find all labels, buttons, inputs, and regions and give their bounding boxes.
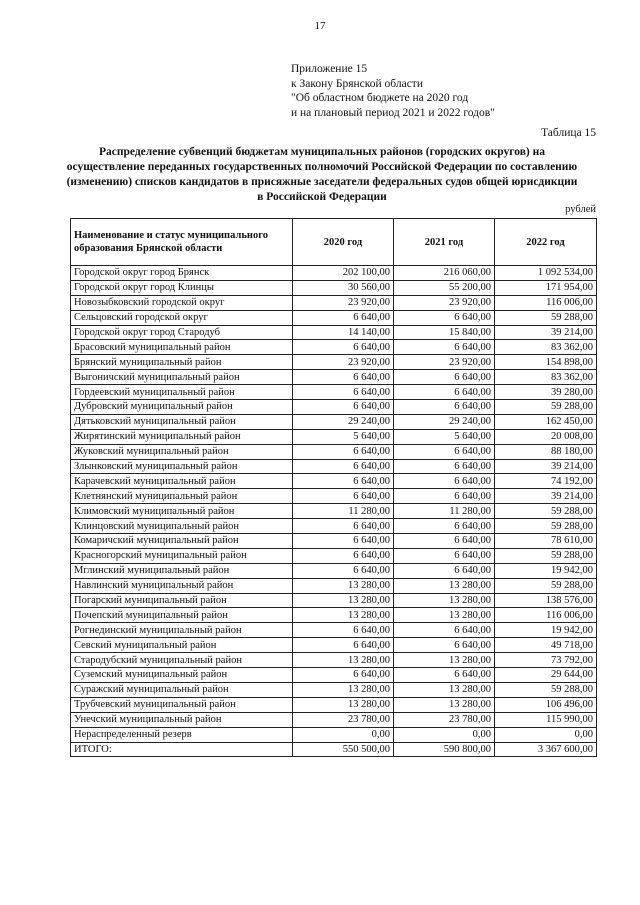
municipality-cell: Комаричский муниципальный район [71, 534, 293, 549]
value-2021-cell: 6 640,00 [394, 548, 495, 563]
municipality-cell: Климовский муниципальный район [71, 504, 293, 519]
municipality-cell: Жирятинский муниципальный район [71, 429, 293, 444]
value-2022-cell: 162 450,00 [495, 414, 597, 429]
municipality-cell: Суземский муниципальный район [71, 668, 293, 683]
value-2020-cell: 6 640,00 [293, 400, 394, 415]
municipality-cell: Гордеевский муниципальный район [71, 385, 293, 400]
municipality-cell: Сельцовский городской округ [71, 310, 293, 325]
value-2022-cell: 59 288,00 [495, 519, 597, 534]
table-row [71, 295, 597, 310]
value-2020-cell: 13 280,00 [293, 578, 394, 593]
value-2020-cell: 23 780,00 [293, 712, 394, 727]
municipality-cell: Нераспределенный резерв [71, 727, 293, 742]
value-2022-cell: 59 288,00 [495, 682, 597, 697]
value-2021-cell: 6 640,00 [394, 310, 495, 325]
municipality-cell: Мглинский муниципальный район [71, 563, 293, 578]
table-row [71, 429, 597, 444]
value-2022-cell: 78 610,00 [495, 534, 597, 549]
value-2020-cell: 6 640,00 [293, 534, 394, 549]
appendix-line: Приложение 15 [291, 63, 368, 75]
value-2022-cell: 19 942,00 [495, 623, 597, 638]
value-2022-cell: 171 954,00 [495, 280, 597, 295]
value-2020-cell: 30 560,00 [293, 280, 394, 295]
title-line: в Российской Федерации [257, 191, 387, 203]
municipality-cell: Жуковский муниципальный район [71, 444, 293, 459]
value-2022-cell: 73 792,00 [495, 653, 597, 668]
value-2021-cell: 55 200,00 [394, 280, 495, 295]
appendix-line: к Закону Брянской области [291, 77, 423, 90]
table-header-row [71, 219, 597, 266]
value-2020-cell: 202 100,00 [293, 266, 394, 281]
title-line: Распределение субвенций бюджетам муниципальных районов (городских округов) на [98, 146, 545, 158]
value-2020-cell: 14 140,00 [293, 325, 394, 340]
value-2021-cell: 6 640,00 [394, 668, 495, 683]
municipality-cell: Погарский муниципальный район [71, 593, 293, 608]
table-row [71, 668, 597, 683]
value-2022-cell: 116 006,00 [495, 608, 597, 623]
value-2020-cell: 6 640,00 [293, 638, 394, 653]
municipality-cell: Городской округ город Клинцы [71, 280, 293, 295]
value-2022-cell: 59 288,00 [495, 400, 597, 415]
value-2021-cell: 6 640,00 [394, 385, 495, 400]
value-2022-cell: 20 008,00 [495, 429, 597, 444]
value-2021-cell: 13 280,00 [394, 682, 495, 697]
value-2021-cell: 29 240,00 [394, 414, 495, 429]
municipality-cell: Красногорский муниципальный район [71, 548, 293, 563]
table-row [71, 563, 597, 578]
value-2022-cell: 29 644,00 [495, 668, 597, 683]
value-2020-cell: 23 920,00 [293, 355, 394, 370]
municipality-cell: Выгоничский муниципальный район [71, 370, 293, 385]
table-body [71, 266, 597, 757]
municipality-cell: Рогнединский муниципальный район [71, 623, 293, 638]
value-2020-cell: 13 280,00 [293, 682, 394, 697]
value-2020-cell: 6 640,00 [293, 563, 394, 578]
budget-table [70, 218, 597, 757]
value-2022-cell: 1 092 534,00 [495, 266, 597, 281]
value-2022-cell: 49 718,00 [495, 638, 597, 653]
value-2021-cell: 23 920,00 [394, 355, 495, 370]
table-row [71, 578, 597, 593]
value-2020-cell: 6 640,00 [293, 444, 394, 459]
currency-unit: рублей [565, 204, 596, 215]
table-row [71, 534, 597, 549]
municipality-cell: Брянский муниципальный район [71, 355, 293, 370]
municipality-cell: Унечский муниципальный район [71, 712, 293, 727]
value-2021-cell: 5 640,00 [394, 429, 495, 444]
value-2020-cell: 6 640,00 [293, 385, 394, 400]
value-2022-cell: 3 367 600,00 [495, 742, 597, 757]
title-line: осуществление переданных государственных полномочий Российской Федерации по составлению [66, 161, 578, 173]
value-2020-cell: 13 280,00 [293, 608, 394, 623]
value-2022-cell: 83 362,00 [495, 370, 597, 385]
value-2021-cell: 6 640,00 [394, 400, 495, 415]
header-2022: 2022 год [495, 219, 597, 266]
table-row [71, 504, 597, 519]
appendix-block [291, 62, 495, 120]
value-2021-cell: 6 640,00 [394, 489, 495, 504]
value-2022-cell: 59 288,00 [495, 504, 597, 519]
value-2021-cell: 6 640,00 [394, 534, 495, 549]
table-row [71, 310, 597, 325]
value-2020-cell: 6 640,00 [293, 474, 394, 489]
value-2021-cell: 13 280,00 [394, 578, 495, 593]
value-2021-cell: 11 280,00 [394, 504, 495, 519]
value-2021-cell: 15 840,00 [394, 325, 495, 340]
municipality-cell: Брасовский муниципальный район [71, 340, 293, 355]
value-2021-cell: 0,00 [394, 727, 495, 742]
value-2021-cell: 13 280,00 [394, 593, 495, 608]
value-2021-cell: 216 060,00 [394, 266, 495, 281]
table-row [71, 712, 597, 727]
value-2022-cell: 39 214,00 [495, 489, 597, 504]
value-2020-cell: 29 240,00 [293, 414, 394, 429]
table-row [71, 682, 597, 697]
value-2020-cell: 6 640,00 [293, 668, 394, 683]
value-2021-cell: 13 280,00 [394, 653, 495, 668]
header-2021: 2021 год [394, 219, 495, 266]
value-2022-cell: 19 942,00 [495, 563, 597, 578]
municipality-cell: Карачевский муниципальный район [71, 474, 293, 489]
municipality-cell: Злынковский муниципальный район [71, 459, 293, 474]
table-row [71, 653, 597, 668]
table-row [71, 370, 597, 385]
table-row [71, 489, 597, 504]
table-row [71, 742, 597, 757]
value-2020-cell: 23 920,00 [293, 295, 394, 310]
value-2021-cell: 6 640,00 [394, 370, 495, 385]
table-row [71, 340, 597, 355]
table-row [71, 697, 597, 712]
table-row [71, 608, 597, 623]
value-2022-cell: 39 214,00 [495, 459, 597, 474]
value-2022-cell: 115 990,00 [495, 712, 597, 727]
value-2020-cell: 5 640,00 [293, 429, 394, 444]
value-2022-cell: 0,00 [495, 727, 597, 742]
table-label: Таблица 15 [541, 127, 596, 139]
value-2022-cell: 39 280,00 [495, 385, 597, 400]
value-2020-cell: 6 640,00 [293, 623, 394, 638]
table-row [71, 593, 597, 608]
appendix-line: и на плановый период 2021 и 2022 годов" [291, 106, 495, 119]
value-2022-cell: 106 496,00 [495, 697, 597, 712]
document-title [40, 145, 604, 205]
value-2021-cell: 6 640,00 [394, 623, 495, 638]
value-2020-cell: 6 640,00 [293, 489, 394, 504]
title-line: (изменению) списков кандидатов в присяжные заседатели федеральных судов общей юрисдикции [66, 176, 578, 188]
municipality-cell: Почепский муниципальный район [71, 608, 293, 623]
value-2020-cell: 6 640,00 [293, 340, 394, 355]
appendix-line: "Об областном бюджете на 2020 год [291, 92, 469, 104]
value-2022-cell: 138 576,00 [495, 593, 597, 608]
value-2021-cell: 6 640,00 [394, 519, 495, 534]
municipality-cell: Навлинский муниципальный район [71, 578, 293, 593]
municipality-cell: ИТОГО: [71, 742, 293, 757]
value-2022-cell: 83 362,00 [495, 340, 597, 355]
table-row [71, 727, 597, 742]
table-row [71, 474, 597, 489]
value-2022-cell: 116 006,00 [495, 295, 597, 310]
header-municipality: Наименование и статус муниципального образования Брянской области [71, 219, 293, 266]
value-2022-cell: 154 898,00 [495, 355, 597, 370]
table-row [71, 519, 597, 534]
value-2021-cell: 23 780,00 [394, 712, 495, 727]
value-2020-cell: 11 280,00 [293, 504, 394, 519]
municipality-cell: Севский муниципальный район [71, 638, 293, 653]
value-2021-cell: 590 800,00 [394, 742, 495, 757]
municipality-cell: Стародубский муниципальный район [71, 653, 293, 668]
table-row [71, 385, 597, 400]
value-2021-cell: 6 640,00 [394, 638, 495, 653]
table-row [71, 638, 597, 653]
municipality-cell: Клинцовский муниципальный район [71, 519, 293, 534]
value-2022-cell: 88 180,00 [495, 444, 597, 459]
value-2020-cell: 6 640,00 [293, 459, 394, 474]
value-2022-cell: 59 288,00 [495, 548, 597, 563]
table-row [71, 280, 597, 295]
value-2020-cell: 550 500,00 [293, 742, 394, 757]
table-row [71, 548, 597, 563]
value-2020-cell: 6 640,00 [293, 370, 394, 385]
table-row [71, 444, 597, 459]
value-2021-cell: 6 640,00 [394, 340, 495, 355]
municipality-cell: Городской округ город Стародуб [71, 325, 293, 340]
municipality-cell: Городской округ город Брянск [71, 266, 293, 281]
value-2022-cell: 39 214,00 [495, 325, 597, 340]
value-2021-cell: 13 280,00 [394, 608, 495, 623]
table-row [71, 459, 597, 474]
municipality-cell: Суражский муниципальный район [71, 682, 293, 697]
table-row [71, 266, 597, 281]
value-2021-cell: 6 640,00 [394, 474, 495, 489]
table-row [71, 355, 597, 370]
municipality-cell: Дятьковский муниципальный район [71, 414, 293, 429]
value-2021-cell: 23 920,00 [394, 295, 495, 310]
municipality-cell: Новозыбковский городской округ [71, 295, 293, 310]
page-number: 17 [314, 20, 326, 32]
value-2020-cell: 6 640,00 [293, 310, 394, 325]
value-2020-cell: 13 280,00 [293, 593, 394, 608]
value-2020-cell: 6 640,00 [293, 519, 394, 534]
table-row [71, 400, 597, 415]
table-row [71, 414, 597, 429]
value-2021-cell: 6 640,00 [394, 459, 495, 474]
value-2021-cell: 6 640,00 [394, 444, 495, 459]
table-row [71, 623, 597, 638]
value-2021-cell: 6 640,00 [394, 563, 495, 578]
municipality-cell: Клетнянский муниципальный район [71, 489, 293, 504]
header-2020: 2020 год [293, 219, 394, 266]
municipality-cell: Дубровский муниципальный район [71, 400, 293, 415]
value-2020-cell: 0,00 [293, 727, 394, 742]
table-row [71, 325, 597, 340]
value-2020-cell: 13 280,00 [293, 653, 394, 668]
value-2020-cell: 6 640,00 [293, 548, 394, 563]
value-2020-cell: 13 280,00 [293, 697, 394, 712]
value-2022-cell: 59 288,00 [495, 578, 597, 593]
value-2022-cell: 74 192,00 [495, 474, 597, 489]
value-2021-cell: 13 280,00 [394, 697, 495, 712]
value-2022-cell: 59 288,00 [495, 310, 597, 325]
municipality-cell: Трубчевский муниципальный район [71, 697, 293, 712]
